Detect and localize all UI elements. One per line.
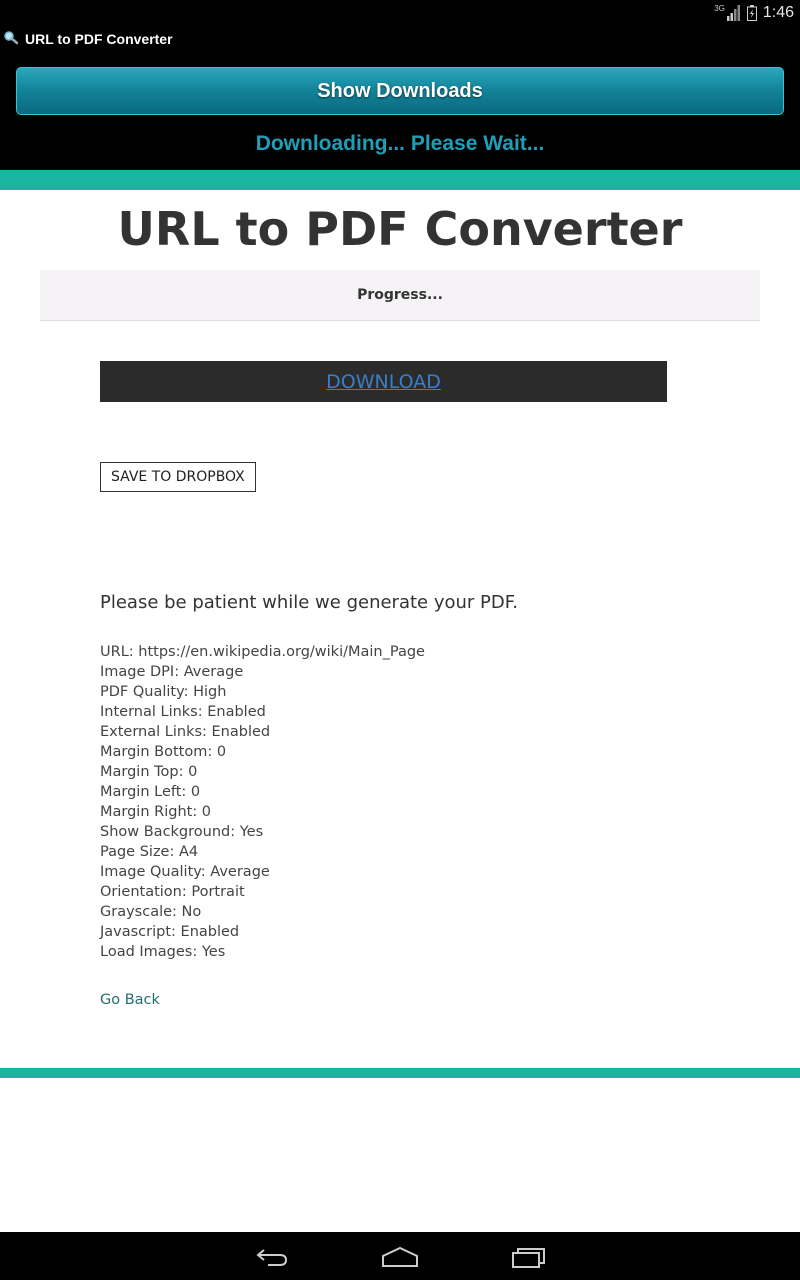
show-downloads-button[interactable]: Show Downloads xyxy=(16,67,784,115)
clock: 1:46 xyxy=(762,4,794,21)
battery-icon xyxy=(747,5,757,21)
header-region xyxy=(0,52,800,170)
magnifier-icon xyxy=(2,30,20,48)
app-bar xyxy=(0,26,800,52)
patient-message: Please be patient while we generate your PDF. xyxy=(100,592,518,613)
setting-orientation: Orientation: Portrait xyxy=(100,884,245,900)
app-title: URL to PDF Converter xyxy=(25,31,173,47)
download-bar xyxy=(100,361,667,402)
network-type: 3G xyxy=(714,3,725,13)
recent-apps-icon[interactable] xyxy=(509,1242,549,1270)
setting-grayscale: Grayscale: No xyxy=(100,904,202,920)
home-icon[interactable] xyxy=(380,1242,420,1270)
setting-pdf-quality: PDF Quality: High xyxy=(100,684,227,700)
status-bar xyxy=(0,0,800,26)
save-to-dropbox-button[interactable]: SAVE TO DROPBOX xyxy=(100,462,256,492)
signal-icon xyxy=(727,5,741,21)
setting-internal-links: Internal Links: Enabled xyxy=(100,704,266,720)
setting-margin-right: Margin Right: 0 xyxy=(100,804,212,820)
setting-margin-bottom: Margin Bottom: 0 xyxy=(100,744,227,760)
progress-panel xyxy=(40,270,760,321)
download-link[interactable]: DOWNLOAD xyxy=(326,370,441,393)
status-icons xyxy=(714,3,794,23)
navigation-bar xyxy=(0,1232,800,1280)
bottom-divider xyxy=(0,1068,800,1078)
top-divider xyxy=(0,170,800,190)
setting-url: URL: https://en.wikipedia.org/wiki/Main_Page xyxy=(100,644,425,660)
setting-image-quality: Image Quality: Average xyxy=(100,864,270,880)
settings-list xyxy=(100,642,425,962)
back-icon[interactable] xyxy=(252,1242,292,1270)
setting-external-links: External Links: Enabled xyxy=(100,724,271,740)
go-back-link[interactable]: Go Back xyxy=(100,992,160,1008)
downloading-message: Downloading... Please Wait... xyxy=(255,132,545,155)
setting-javascript: Javascript: Enabled xyxy=(100,924,240,940)
setting-image-dpi: Image DPI: Average xyxy=(100,664,244,680)
setting-margin-top: Margin Top: 0 xyxy=(100,764,198,780)
page-title: URL to PDF Converter xyxy=(117,202,683,256)
setting-page-size: Page Size: A4 xyxy=(100,844,199,860)
progress-label: Progress... xyxy=(357,287,443,303)
setting-margin-left: Margin Left: 0 xyxy=(100,784,201,800)
setting-show-background: Show Background: Yes xyxy=(100,824,264,840)
setting-load-images: Load Images: Yes xyxy=(100,944,226,960)
